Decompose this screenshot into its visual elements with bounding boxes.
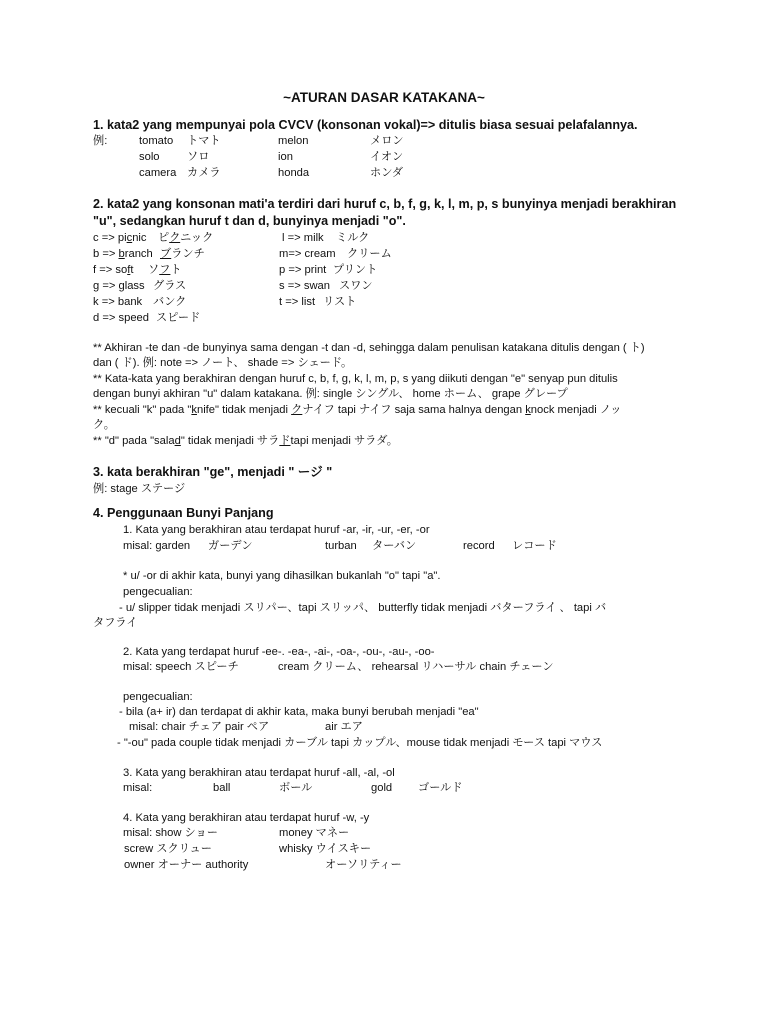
example-katakana: ボール — [279, 782, 313, 794]
katakana: トマト — [187, 135, 221, 147]
rule-katakana: ソフト — [148, 264, 182, 276]
note-text: ** Akhiran -te dan -de bunyinya sama dengan -t dan -d, sehingga dalam penulisan katakana ditulis dengan ( ト) — [93, 342, 645, 354]
example-katakana: ガーデン — [208, 540, 253, 552]
rule-word: f => soft — [93, 264, 134, 276]
word: melon — [278, 135, 309, 147]
page-title: ~ATURAN DASAR KATAKANA~ — [283, 90, 485, 105]
exception-text: - u/ slipper tidak menjadi スリパー、tapi スリッパ、 butterfly tidak menjadi バターフライ 、 tapi バ — [119, 602, 607, 614]
subsection-title: 2. Kata yang terdapat huruf -ee-. -ea-, -ai-, -oa-, -ou-, -au-, -oo- — [123, 646, 435, 658]
word: ion — [278, 151, 293, 163]
section-3-heading: 3. kata berakhiran "ge", menjadi " ージ " — [93, 465, 333, 479]
section-1-heading: 1. kata2 yang mempunyai pola CVCV (konsonan vokal)=> ditulis biasa sesuai pelafalannya. — [93, 118, 638, 132]
example-word: screw スクリュー — [124, 843, 212, 855]
exception-label: pengecualian: — [123, 586, 193, 598]
example-katakana: レコード — [512, 540, 557, 552]
example-word: record — [463, 540, 495, 552]
example-word: misal: chair チェア pair ペア — [129, 721, 270, 733]
note-text: ク。 — [93, 419, 115, 431]
note-text: * u/ -or di akhir kata, bunyi yang dihasilkan bukanlah "o" tapi "a". — [123, 570, 441, 582]
example-word: money マネー — [279, 827, 350, 839]
example-word: owner オーナー authority — [124, 859, 249, 871]
rule-katakana: ミルク — [336, 232, 370, 244]
rule-katakana: バンク — [153, 296, 187, 308]
example-word: air エア — [325, 721, 363, 733]
rule-word: m=> cream — [279, 248, 336, 260]
example-katakana: オーソリティー — [325, 859, 402, 871]
rule-word: t => list — [279, 296, 316, 308]
subsection-title: 1. Kata yang berakhiran atau terdapat huruf -ar, -ir, -ur, -er, -or — [123, 524, 430, 536]
subsection-title: 4. Kata yang berakhiran atau terdapat huruf -w, -y — [123, 812, 370, 824]
word: camera — [139, 167, 177, 179]
example-word: ball — [213, 782, 231, 794]
example-word: misal: show ショー — [123, 827, 218, 839]
example-word: turban — [325, 540, 357, 552]
rule-word: c => picnic — [93, 232, 147, 244]
note-text: ** kecuali "k" pada "knife" tidak menjadi クナイフ tapi ナイフ saja sama halnya dengan knock menjadi ノッ — [93, 404, 622, 416]
example-word: misal: garden — [123, 540, 191, 552]
section-3-example: 例: stage ステージ — [93, 483, 186, 495]
note-text: ** "d" pada "salad" tidak menjadi サラドtapi menjadi サラダ。 — [93, 435, 398, 447]
katakana: イオン — [370, 151, 404, 163]
rule-katakana: ブランチ — [160, 248, 205, 260]
rule-katakana: プリント — [333, 264, 378, 276]
example-word: whisky ウイスキー — [279, 843, 372, 855]
subsection-title: 3. Kata yang berakhiran atau terdapat huruf -all, -al, -ol — [123, 767, 395, 779]
section-4-heading: 4. Penggunaan Bunyi Panjang — [93, 506, 274, 520]
exception-text: タフライ — [93, 617, 138, 629]
rei-label: 例: — [93, 135, 108, 147]
rule-katakana: クリーム — [347, 248, 392, 260]
note-text: ** Kata-kata yang berakhiran dengan huruf c, b, f, g, k, l, m, p, s yang diikuti dengan "e" senyap pun ditulis — [93, 373, 618, 385]
rule-word: k => bank — [93, 296, 143, 308]
exception-label: pengecualian: — [123, 691, 193, 703]
rule-word: b => branch — [93, 248, 153, 260]
exception-text: - "-ou" pada couple tidak menjadi カーブル tapi カップル、mouse tidak menjadi モース tapi マウス — [117, 737, 603, 749]
rule-word: s => swan — [279, 280, 330, 292]
rule-katakana: ピクニック — [158, 232, 214, 244]
katakana: ホンダ — [370, 167, 404, 179]
word: solo — [139, 151, 160, 163]
note-text: dengan bunyi akhiran "u" dalam katakana. 例: single シングル、 home ホーム、 grape グレープ — [93, 388, 568, 400]
word: tomato — [139, 135, 174, 147]
example-katakana: ゴールド — [418, 782, 463, 794]
rule-katakana: リスト — [323, 296, 357, 308]
example-word: misal: — [123, 782, 153, 794]
rule-katakana: スピード — [156, 312, 201, 324]
section-2-heading-line1: 2. kata2 yang konsonan mati'a terdiri dari huruf c, b, f, g, k, l, m, p, s bunyinya menjadi berakhiran — [93, 197, 677, 211]
rule-katakana: グラス — [153, 280, 187, 292]
katakana: ソロ — [187, 151, 210, 163]
example-word: gold — [371, 782, 393, 794]
example-katakana: ターバン — [372, 540, 417, 552]
katakana: カメラ — [187, 167, 221, 179]
katakana: メロン — [370, 135, 404, 147]
rule-katakana: スワン — [339, 280, 373, 292]
note-text: dan ( ド). 例: note => ノート、 shade => シェード。 — [93, 357, 353, 369]
rule-word: g => glass — [93, 280, 145, 292]
example-word: cream クリーム、 rehearsal リハーサル chain チェーン — [278, 661, 554, 673]
rule-word: d => speed — [93, 312, 149, 324]
word: honda — [278, 167, 310, 179]
rule-word: p => print — [279, 264, 327, 276]
rule-word: l => milk — [282, 232, 324, 244]
exception-text: - bila (a+ ir) dan terdapat di akhir kata, maka bunyi berubah menjadi "ea" — [119, 706, 479, 718]
section-2-heading-line2: "u", sedangkan huruf t dan d, bunyinya menjadi "o". — [93, 214, 406, 228]
example-word: misal: speech スピーチ — [123, 661, 239, 673]
